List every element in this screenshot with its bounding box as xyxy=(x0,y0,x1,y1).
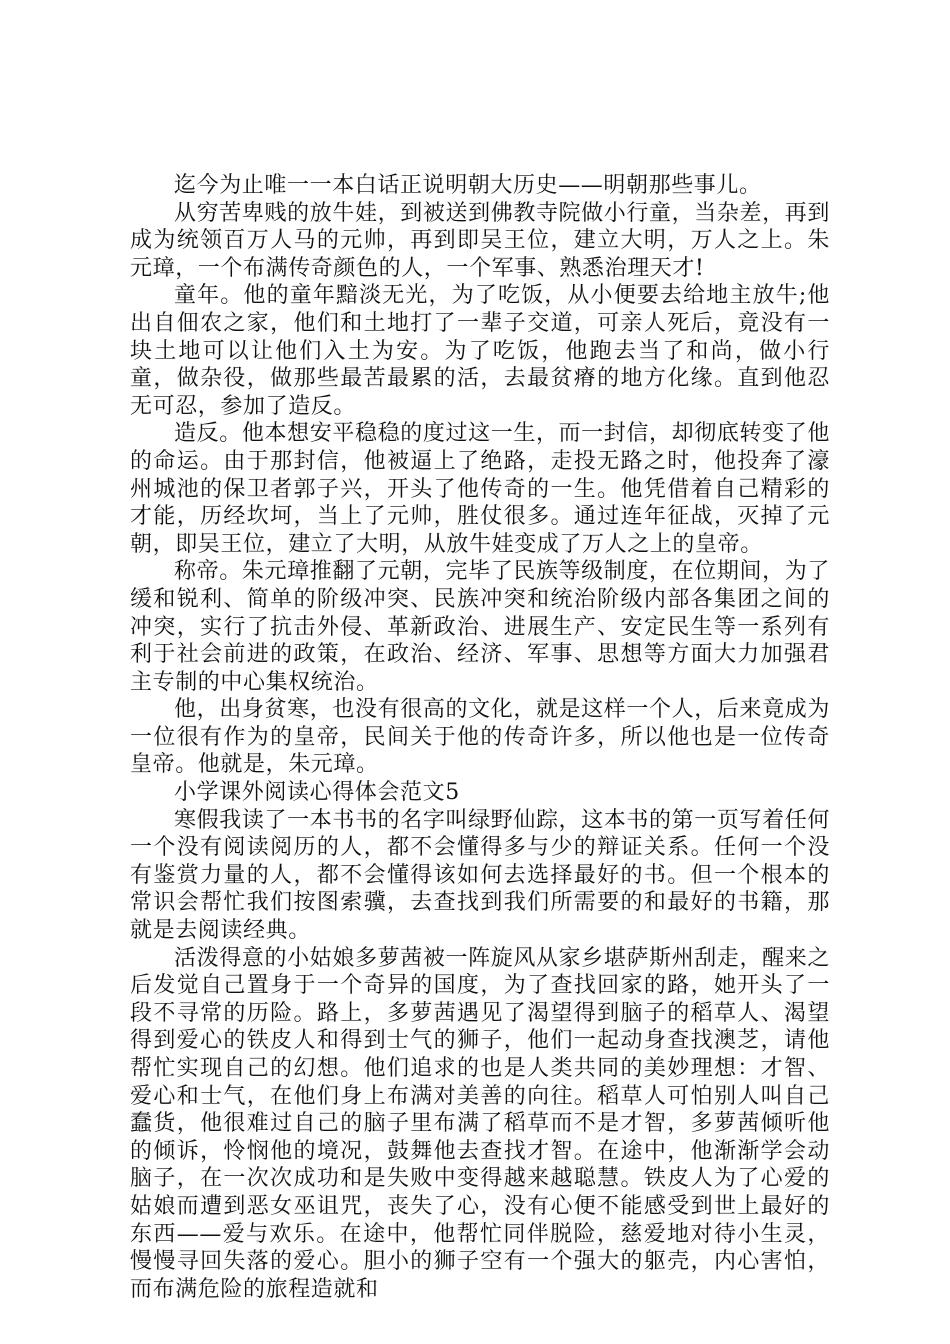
paragraph-wizard-of-oz-intro: 寒假我读了一本书书的名字叫绿野仙踪，这本书的第一页写着任何一个没有阅读阅历的人，都不会懂得多与少的辩证关系。任何一个没有鉴赏力量的人，都不会懂得该如何去选择最好的书。但一个根本的常识会帮忙我们按图索骥，去查找到我们所需要的和最好的书籍，那就是去阅读经典。 xyxy=(130,807,830,944)
paragraph-childhood: 童年。他的童年黯淡无光，为了吃饭，从小便要去给地主放牛;他出自佃农之家，他们和土地打了一辈子交道，可亲人死后，竟没有一块土地可以让他们入土为安。为了吃饭，他跑去当了和尚，做小行童，做杂役，做那些最苦最累的活，去最贫瘠的地方化缘。直到他忍无可忍，参加了造反。 xyxy=(130,283,830,419)
paragraph-summary: 从穷苦卑贱的放牛娃，到被送到佛教寺院做小行童，当杂差，再到成为统领百万人马的元帅，再到即吴王位，建立大明，万人之上。朱元璋，一个布满传奇颜色的人，一个军事、熟悉治理天才! xyxy=(130,200,830,281)
document-body xyxy=(130,172,830,1303)
section-heading: 小学课外阅读心得体会范文5 xyxy=(174,780,460,806)
paragraph-intro: 迄今为止唯一一本白话正说明朝大历史——明朝那些事儿。 xyxy=(174,173,762,198)
paragraph-emperor: 称帝。朱元璋推翻了元朝，完毕了民族等级制度，在位期间，为了缓和锐利、简单的阶级冲突、民族冲突和统治阶级内部各集团之间的冲突，实行了抗击外侵、革新政治、进展生产、安定民生等一系列有利于社会前进的政策，在政治、经济、军事、思想等方面大力加强君主专制的中心集权统治。 xyxy=(130,559,830,695)
paragraph-rebellion: 造反。他本想安平稳稳的度过这一生，而一封信，却彻底转变了他的命运。由于那封信，他被逼上了绝路，走投无路之时，他投奔了濠州城池的保卫者郭子兴，开头了他传奇的一生。他凭借着自己精彩的才能，历经坎坷，当上了元帅，胜仗很多。通过连年征战，灭掉了元朝，即吴王位，建立了大明，从放牛娃变成了万人之上的皇帝。 xyxy=(130,421,830,557)
paragraph-wizard-of-oz-story: 活泼得意的小姑娘多萝茜被一阵旋风从家乡堪萨斯州刮走，醒来之后发觉自己置身于一个奇异的国度，为了查找回家的路，她开头了一段不寻常的历险。路上，多萝茜遇见了渴望得到脑子的稻草人、渴望得到爱心的铁皮人和得到士气的狮子，他们一起动身查找澳芝，请他帮忙实现自己的幻想。他们追求的也是人类共同的美妙理想：才智、爱心和士气，在他们身上布满对美善的向往。稻草人可怕别人叫自己蠢货，他很难过自己的脑子里布满了稻草而不是才智，多萝茜倾听他的倾诉，怜悯他的境况，鼓舞他去查找才智。在途中，他渐渐学会动脑子，在一次次成功和是失败中变得越来越聪慧。铁皮人为了心爱的姑娘而遭到恶女巫诅咒，丧失了心，没有心便不能感受到世上最好的东西——爱与欢乐。在途中，他帮忙同伴脱险，慈爱地对待小生灵，慢慢寻回失落的爱心。胆小的狮子空有一个强大的躯壳，内心害怕，而布满危险的旅程造就和 xyxy=(130,945,830,1302)
paragraph-conclusion: 他，出身贫寒，也没有很高的文化，就是这样一个人，后来竟成为一位很有作为的皇帝，民间关于他的传奇许多，所以他也是一位传奇皇帝。他就是，朱元璋。 xyxy=(130,697,830,778)
